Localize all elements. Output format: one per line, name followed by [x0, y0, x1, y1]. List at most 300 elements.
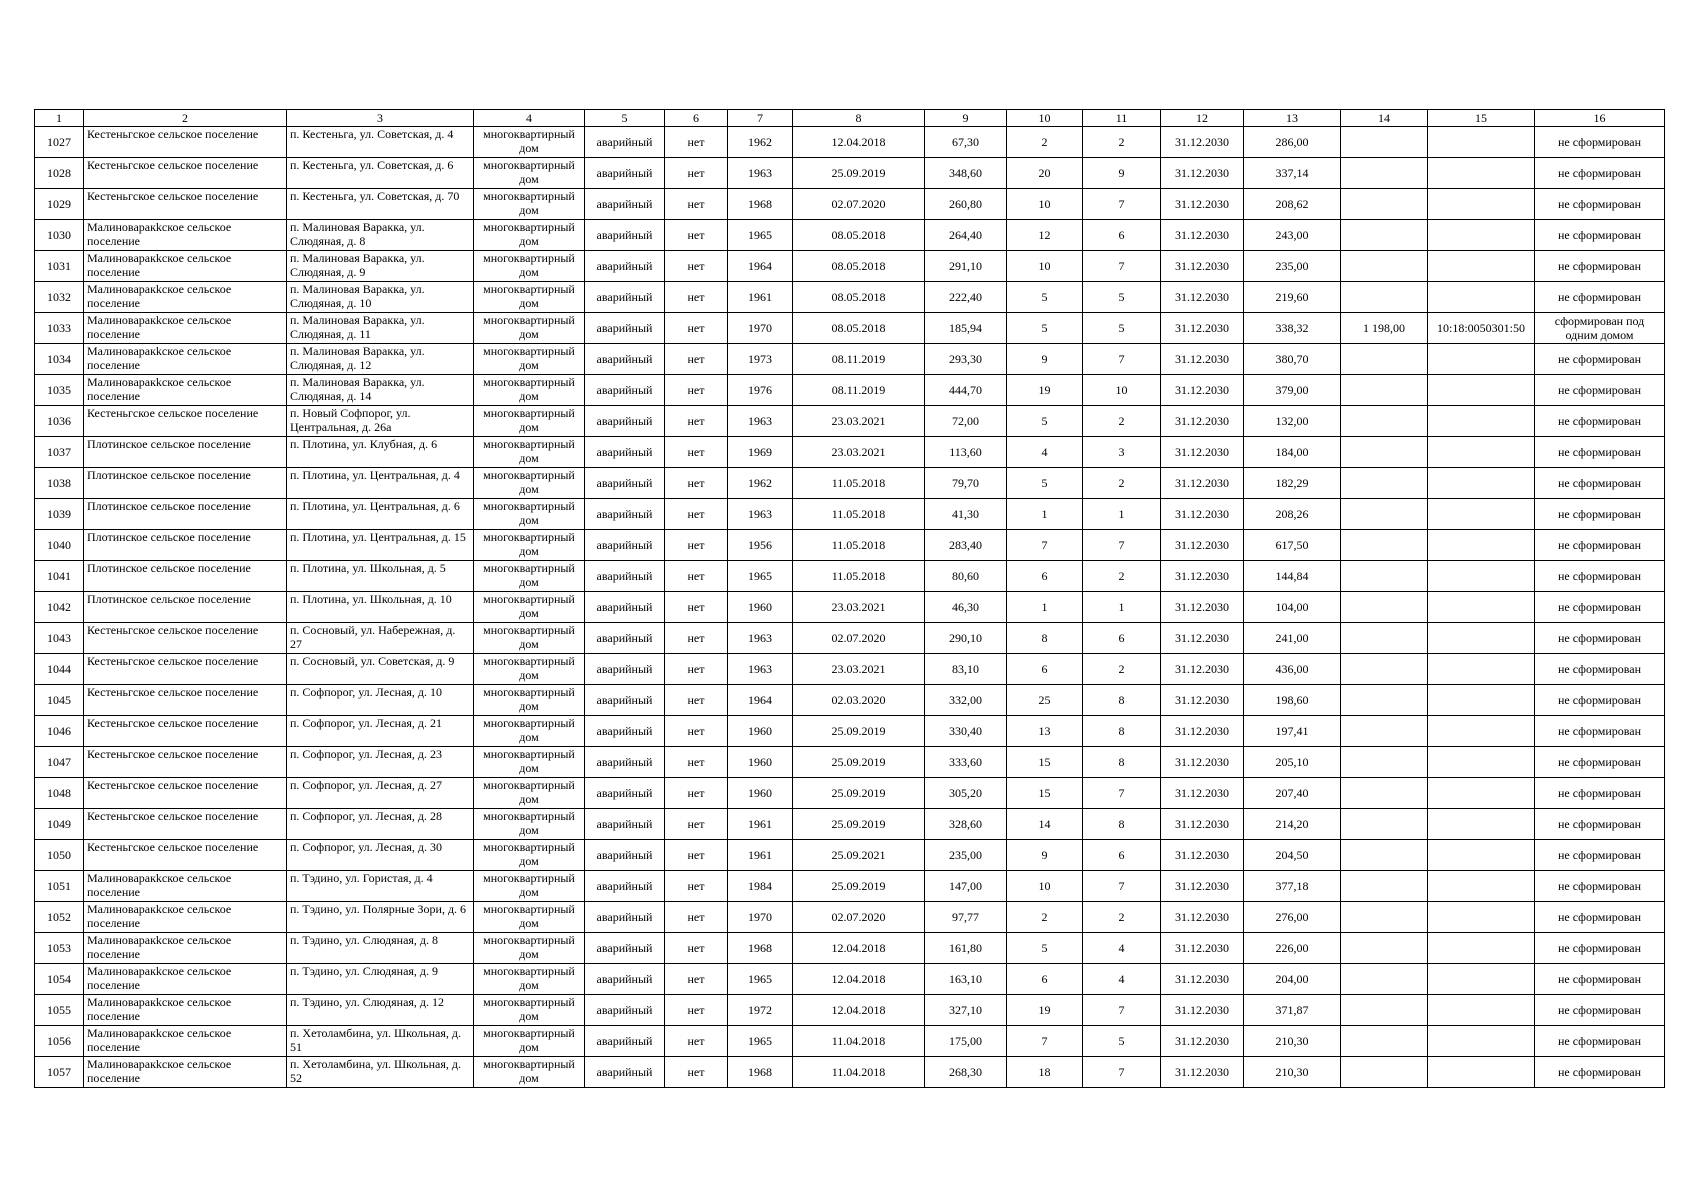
table-cell: нет	[665, 623, 728, 654]
table-cell: 1960	[728, 716, 793, 747]
table-cell: п. Плотина, ул. Центральная, д. 4	[287, 468, 474, 499]
table-cell: Малиноваракkское сельское поселение	[84, 964, 287, 995]
table-cell: 13	[1007, 716, 1083, 747]
table-cell: 1041	[35, 561, 84, 592]
table-cell: многоквартирный дом	[474, 778, 585, 809]
table-cell: 25.09.2019	[793, 716, 925, 747]
column-header: 6	[665, 110, 728, 127]
table-cell: п. Софпорог, ул. Лесная, д. 10	[287, 685, 474, 716]
table-cell: Плотинское сельское поселение	[84, 561, 287, 592]
table-cell: 10	[1083, 375, 1161, 406]
table-cell: 1970	[728, 313, 793, 344]
table-cell: 25.09.2019	[793, 778, 925, 809]
table-cell: п. Плотина, ул. Клубная, д. 6	[287, 437, 474, 468]
table-cell: 19	[1007, 995, 1083, 1026]
table-cell: п. Новый Софпорог, ул. Центральная, д. 26а	[287, 406, 474, 437]
table-cell: Кестеньгское сельское поселение	[84, 406, 287, 437]
table-cell: 243,00	[1244, 220, 1341, 251]
table-cell: 31.12.2030	[1161, 499, 1244, 530]
table-cell: 1965	[728, 561, 793, 592]
table-cell: нет	[665, 282, 728, 313]
table-cell: Кестеньгское сельское поселение	[84, 654, 287, 685]
table-cell: нет	[665, 902, 728, 933]
table-row	[35, 375, 1665, 406]
table-cell: п. Тэдино, ул. Гористая, д. 4	[287, 871, 474, 902]
table-cell: 1968	[728, 1057, 793, 1088]
table-cell: 31.12.2030	[1161, 933, 1244, 964]
column-header: 8	[793, 110, 925, 127]
table-cell: п. Малиновая Варакка, ул. Слюдяная, д. 10	[287, 282, 474, 313]
table-cell: п. Плотина, ул. Школьная, д. 5	[287, 561, 474, 592]
table-cell: не сформирован	[1535, 623, 1665, 654]
table-row	[35, 406, 1665, 437]
table-cell: 02.03.2020	[793, 685, 925, 716]
table-cell: 15	[1007, 778, 1083, 809]
table-cell: 25.09.2021	[793, 840, 925, 871]
table-row	[35, 468, 1665, 499]
table-cell: 25.09.2019	[793, 871, 925, 902]
table-cell: аварийный	[585, 840, 665, 871]
table-cell	[1341, 747, 1428, 778]
table-row	[35, 995, 1665, 1026]
table-cell	[1341, 840, 1428, 871]
table-cell: многоквартирный дом	[474, 344, 585, 375]
table-cell: нет	[665, 778, 728, 809]
table-cell: 11.04.2018	[793, 1057, 925, 1088]
table-cell: нет	[665, 313, 728, 344]
table-cell: 08.11.2019	[793, 344, 925, 375]
table-cell: 11.05.2018	[793, 468, 925, 499]
table-cell: аварийный	[585, 871, 665, 902]
housing-register-table	[34, 109, 1665, 1088]
table-cell: нет	[665, 158, 728, 189]
table-cell: не сформирован	[1535, 561, 1665, 592]
table-cell: аварийный	[585, 220, 665, 251]
table-row	[35, 654, 1665, 685]
table-cell	[1428, 623, 1535, 654]
table-cell: 31.12.2030	[1161, 809, 1244, 840]
table-cell: нет	[665, 468, 728, 499]
table-cell: 1968	[728, 189, 793, 220]
table-cell: 1057	[35, 1057, 84, 1088]
table-cell: многоквартирный дом	[474, 561, 585, 592]
table-cell: 2	[1007, 902, 1083, 933]
table-row	[35, 964, 1665, 995]
table-cell: не сформирован	[1535, 902, 1665, 933]
table-cell: Кестеньгское сельское поселение	[84, 840, 287, 871]
table-cell: 5	[1083, 1026, 1161, 1057]
table-cell: 1045	[35, 685, 84, 716]
table-cell: 31.12.2030	[1161, 995, 1244, 1026]
table-cell: 1051	[35, 871, 84, 902]
table-cell: 6	[1007, 964, 1083, 995]
table-cell: нет	[665, 809, 728, 840]
table-cell: 7	[1083, 530, 1161, 561]
table-cell: 1972	[728, 995, 793, 1026]
table-cell: 31.12.2030	[1161, 375, 1244, 406]
table-cell: нет	[665, 530, 728, 561]
table-cell: 31.12.2030	[1161, 282, 1244, 313]
table-cell	[1428, 840, 1535, 871]
table-cell: 25	[1007, 685, 1083, 716]
table-cell: 1965	[728, 964, 793, 995]
table-cell: 1965	[728, 1026, 793, 1057]
table-cell: 330,40	[925, 716, 1007, 747]
table-cell: 23.03.2021	[793, 406, 925, 437]
column-header: 4	[474, 110, 585, 127]
table-cell: 1031	[35, 251, 84, 282]
table-cell	[1341, 964, 1428, 995]
table-cell	[1428, 654, 1535, 685]
table-row	[35, 530, 1665, 561]
table-cell: п. Софпорог, ул. Лесная, д. 28	[287, 809, 474, 840]
table-cell	[1341, 530, 1428, 561]
table-cell	[1428, 964, 1535, 995]
table-cell: 9	[1083, 158, 1161, 189]
table-cell: 7	[1083, 189, 1161, 220]
table-cell: 1040	[35, 530, 84, 561]
table-cell: 219,60	[1244, 282, 1341, 313]
table-cell: 338,32	[1244, 313, 1341, 344]
table-cell: 113,60	[925, 437, 1007, 468]
table-cell: 8	[1083, 809, 1161, 840]
table-cell: 1961	[728, 809, 793, 840]
table-cell: аварийный	[585, 654, 665, 685]
table-cell: Малиноваракkское сельское поселение	[84, 1026, 287, 1057]
table-cell: аварийный	[585, 189, 665, 220]
table-cell	[1428, 685, 1535, 716]
table-cell: 1030	[35, 220, 84, 251]
table-cell: п. Тэдино, ул. Полярные Зори, д. 6	[287, 902, 474, 933]
table-cell: 1054	[35, 964, 84, 995]
table-cell: нет	[665, 840, 728, 871]
column-header: 10	[1007, 110, 1083, 127]
table-row	[35, 561, 1665, 592]
table-cell	[1428, 1026, 1535, 1057]
table-cell: п. Сосновый, ул. Набережная, д. 27	[287, 623, 474, 654]
table-cell	[1341, 158, 1428, 189]
table-cell: 1961	[728, 840, 793, 871]
table-cell: 31.12.2030	[1161, 344, 1244, 375]
table-cell: аварийный	[585, 406, 665, 437]
table-cell: 25.09.2019	[793, 809, 925, 840]
table-cell: 80,60	[925, 561, 1007, 592]
table-cell	[1341, 127, 1428, 158]
table-cell: 436,00	[1244, 654, 1341, 685]
table-cell: многоквартирный дом	[474, 251, 585, 282]
table-cell: 1034	[35, 344, 84, 375]
table-cell: 1029	[35, 189, 84, 220]
table-cell	[1428, 375, 1535, 406]
table-cell	[1428, 995, 1535, 1026]
column-header: 13	[1244, 110, 1341, 127]
table-cell	[1428, 189, 1535, 220]
table-cell: многоквартирный дом	[474, 127, 585, 158]
table-cell: 19	[1007, 375, 1083, 406]
table-cell: Малиноваракkское сельское поселение	[84, 344, 287, 375]
table-cell: аварийный	[585, 437, 665, 468]
table-cell: не сформирован	[1535, 189, 1665, 220]
table-cell	[1341, 871, 1428, 902]
table-cell: аварийный	[585, 623, 665, 654]
table-cell: 264,40	[925, 220, 1007, 251]
table-cell: аварийный	[585, 933, 665, 964]
table-cell: многоквартирный дом	[474, 964, 585, 995]
table-cell: Плотинское сельское поселение	[84, 437, 287, 468]
table-cell: не сформирован	[1535, 933, 1665, 964]
table-cell: 276,00	[1244, 902, 1341, 933]
table-row	[35, 623, 1665, 654]
table-cell	[1341, 716, 1428, 747]
table-cell: 1960	[728, 747, 793, 778]
table-cell: 31.12.2030	[1161, 437, 1244, 468]
table-cell: 222,40	[925, 282, 1007, 313]
table-cell: 31.12.2030	[1161, 561, 1244, 592]
table-cell: 7	[1007, 530, 1083, 561]
table-cell: нет	[665, 437, 728, 468]
table-cell: аварийный	[585, 344, 665, 375]
table-cell: нет	[665, 592, 728, 623]
table-cell: нет	[665, 189, 728, 220]
table-cell: 235,00	[1244, 251, 1341, 282]
table-cell: Малиноваракkское сельское поселение	[84, 220, 287, 251]
table-row	[35, 685, 1665, 716]
table-cell: 1033	[35, 313, 84, 344]
table-cell: 23.03.2021	[793, 592, 925, 623]
table-cell	[1341, 1057, 1428, 1088]
table-cell: п. Тэдино, ул. Слюдяная, д. 9	[287, 964, 474, 995]
table-cell: 1038	[35, 468, 84, 499]
table-cell	[1341, 778, 1428, 809]
table-cell: многоквартирный дом	[474, 189, 585, 220]
table-cell: 2	[1007, 127, 1083, 158]
table-row	[35, 871, 1665, 902]
table-cell: не сформирован	[1535, 592, 1665, 623]
table-cell: аварийный	[585, 530, 665, 561]
table-cell: п. Хетоламбина, ул. Школьная, д. 51	[287, 1026, 474, 1057]
column-header: 11	[1083, 110, 1161, 127]
table-row	[35, 437, 1665, 468]
table-cell	[1428, 499, 1535, 530]
table-cell: 31.12.2030	[1161, 251, 1244, 282]
table-cell: п. Малиновая Варакка, ул. Слюдяная, д. 12	[287, 344, 474, 375]
table-cell: п. Хетоламбина, ул. Школьная, д. 52	[287, 1057, 474, 1088]
table-cell: нет	[665, 344, 728, 375]
table-cell: 210,30	[1244, 1057, 1341, 1088]
table-cell	[1341, 220, 1428, 251]
table-cell: не сформирован	[1535, 158, 1665, 189]
table-cell	[1341, 375, 1428, 406]
table-cell: 1973	[728, 344, 793, 375]
table-cell: многоквартирный дом	[474, 995, 585, 1026]
table-cell: многоквартирный дом	[474, 406, 585, 437]
table-cell: 31.12.2030	[1161, 685, 1244, 716]
table-cell: аварийный	[585, 1026, 665, 1057]
table-cell	[1428, 716, 1535, 747]
table-cell: 1035	[35, 375, 84, 406]
table-cell: 1	[1083, 592, 1161, 623]
table-cell: нет	[665, 499, 728, 530]
table-cell: 197,41	[1244, 716, 1341, 747]
table-cell: нет	[665, 995, 728, 1026]
table-cell: 1046	[35, 716, 84, 747]
table-cell: 2	[1083, 561, 1161, 592]
table-cell: нет	[665, 716, 728, 747]
table-cell	[1341, 809, 1428, 840]
table-cell: 11.04.2018	[793, 1026, 925, 1057]
table-cell: не сформирован	[1535, 995, 1665, 1026]
table-cell: 1	[1083, 499, 1161, 530]
table-cell: 08.11.2019	[793, 375, 925, 406]
table-cell: аварийный	[585, 468, 665, 499]
table-cell: многоквартирный дом	[474, 158, 585, 189]
table-cell: нет	[665, 127, 728, 158]
table-cell: 204,00	[1244, 964, 1341, 995]
table-cell: 31.12.2030	[1161, 592, 1244, 623]
table-row	[35, 127, 1665, 158]
table-cell: 31.12.2030	[1161, 871, 1244, 902]
table-cell: 14	[1007, 809, 1083, 840]
table-cell: 9	[1007, 840, 1083, 871]
table-cell: 7	[1083, 871, 1161, 902]
table-cell: 31.12.2030	[1161, 716, 1244, 747]
table-cell: Кестеньгское сельское поселение	[84, 158, 287, 189]
table-cell	[1428, 468, 1535, 499]
table-cell: 79,70	[925, 468, 1007, 499]
table-cell: 5	[1083, 282, 1161, 313]
table-cell	[1341, 902, 1428, 933]
table-cell: п. Кестеньга, ул. Советская, д. 70	[287, 189, 474, 220]
table-cell: 8	[1083, 716, 1161, 747]
table-row	[35, 933, 1665, 964]
table-cell	[1428, 809, 1535, 840]
table-cell: аварийный	[585, 778, 665, 809]
table-cell: 1027	[35, 127, 84, 158]
table-cell	[1341, 344, 1428, 375]
table-cell: нет	[665, 964, 728, 995]
table-cell: п. Тэдино, ул. Слюдяная, д. 12	[287, 995, 474, 1026]
table-cell: нет	[665, 1026, 728, 1057]
header-row	[35, 110, 1665, 127]
table-cell: 31.12.2030	[1161, 406, 1244, 437]
table-cell: 198,60	[1244, 685, 1341, 716]
table-cell: 1960	[728, 778, 793, 809]
table-row	[35, 499, 1665, 530]
table-cell: Малиноваракkское сельское поселение	[84, 375, 287, 406]
table-cell: 8	[1007, 623, 1083, 654]
table-cell: 226,00	[1244, 933, 1341, 964]
table-cell	[1428, 902, 1535, 933]
table-row	[35, 778, 1665, 809]
table-cell: аварийный	[585, 251, 665, 282]
table-cell: 25.09.2019	[793, 158, 925, 189]
table-cell: аварийный	[585, 282, 665, 313]
table-cell	[1341, 995, 1428, 1026]
table-cell: Кестеньгское сельское поселение	[84, 189, 287, 220]
table-cell	[1428, 282, 1535, 313]
table-cell	[1428, 871, 1535, 902]
table-cell: 6	[1007, 561, 1083, 592]
table-cell: 1044	[35, 654, 84, 685]
table-cell: 7	[1083, 344, 1161, 375]
table-cell: 175,00	[925, 1026, 1007, 1057]
table-cell: 1	[1007, 499, 1083, 530]
table-cell: 161,80	[925, 933, 1007, 964]
table-cell: не сформирован	[1535, 747, 1665, 778]
table-cell: 31.12.2030	[1161, 654, 1244, 685]
table-cell: 208,26	[1244, 499, 1341, 530]
table-row	[35, 158, 1665, 189]
table-cell: 31.12.2030	[1161, 220, 1244, 251]
table-cell: 1052	[35, 902, 84, 933]
table-row	[35, 840, 1665, 871]
table-cell: аварийный	[585, 158, 665, 189]
table-cell: многоквартирный дом	[474, 716, 585, 747]
table-cell	[1341, 685, 1428, 716]
table-cell: нет	[665, 406, 728, 437]
table-cell	[1428, 127, 1535, 158]
table-cell: не сформирован	[1535, 127, 1665, 158]
table-cell: п. Малиновая Варакка, ул. Слюдяная, д. 8	[287, 220, 474, 251]
column-header: 16	[1535, 110, 1665, 127]
table-cell: 1963	[728, 406, 793, 437]
table-cell: 3	[1083, 437, 1161, 468]
table-cell: 31.12.2030	[1161, 189, 1244, 220]
table-cell: 286,00	[1244, 127, 1341, 158]
table-cell: 5	[1007, 313, 1083, 344]
table-cell: многоквартирный дом	[474, 530, 585, 561]
table-cell: 08.05.2018	[793, 313, 925, 344]
table-cell: 2	[1083, 654, 1161, 685]
table-cell: 8	[1083, 685, 1161, 716]
table-cell: 210,30	[1244, 1026, 1341, 1057]
column-header: 9	[925, 110, 1007, 127]
table-cell: 617,50	[1244, 530, 1341, 561]
table-cell: многоквартирный дом	[474, 840, 585, 871]
table-cell: 1049	[35, 809, 84, 840]
table-cell	[1341, 468, 1428, 499]
table-cell	[1341, 499, 1428, 530]
table-cell: 268,30	[925, 1057, 1007, 1088]
table-cell: 1042	[35, 592, 84, 623]
table-cell: нет	[665, 375, 728, 406]
table-cell	[1341, 561, 1428, 592]
table-cell: 12	[1007, 220, 1083, 251]
table-cell	[1428, 592, 1535, 623]
table-cell: Кестеньгское сельское поселение	[84, 685, 287, 716]
table-cell: Кестеньгское сельское поселение	[84, 716, 287, 747]
table-cell	[1428, 344, 1535, 375]
table-cell: 08.05.2018	[793, 220, 925, 251]
table-cell: 1037	[35, 437, 84, 468]
table-cell: 182,29	[1244, 468, 1341, 499]
table-cell: 204,50	[1244, 840, 1341, 871]
table-cell: 1969	[728, 437, 793, 468]
table-cell: 83,10	[925, 654, 1007, 685]
table-cell: Малиноваракkское сельское поселение	[84, 1057, 287, 1088]
column-header: 12	[1161, 110, 1244, 127]
table-cell: многоквартирный дом	[474, 499, 585, 530]
column-header: 14	[1341, 110, 1428, 127]
table-cell: 31.12.2030	[1161, 902, 1244, 933]
table-cell: п. Софпорог, ул. Лесная, д. 30	[287, 840, 474, 871]
table-cell: 31.12.2030	[1161, 313, 1244, 344]
table-cell: сформирован под одним домом	[1535, 313, 1665, 344]
table-cell: 348,60	[925, 158, 1007, 189]
table-cell: нет	[665, 871, 728, 902]
table-cell: многоквартирный дом	[474, 313, 585, 344]
table-cell: 10	[1007, 189, 1083, 220]
